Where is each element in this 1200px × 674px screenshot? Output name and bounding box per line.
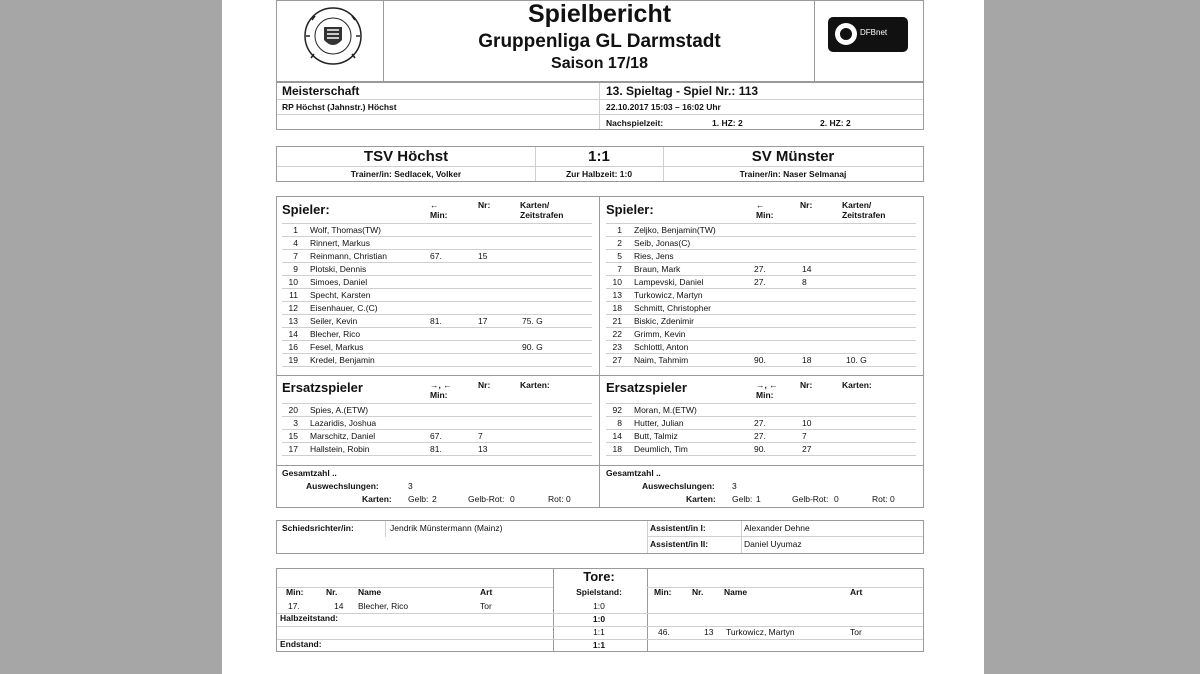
- goals-heading: Tore:: [583, 569, 615, 584]
- player-name: Naim, Tahmim: [634, 355, 689, 365]
- referee-name: Jendrik Münstermann (Mainz): [390, 523, 503, 533]
- ar2-name: Daniel Uyumaz: [744, 539, 802, 549]
- player-number: 7: [293, 251, 298, 261]
- away-red-label: Rot:: [872, 494, 888, 504]
- home-player-row: [276, 237, 596, 250]
- player-name: Grimm, Kevin: [634, 329, 686, 339]
- player-name: Zeljko, Benjamin(TW): [634, 225, 716, 235]
- home-goal-name-header: Name: [358, 587, 382, 597]
- away-subs-count-label: Auswechslungen:: [642, 481, 715, 491]
- matchday-label: 13. Spieltag - Spiel Nr.: 113: [606, 84, 759, 98]
- player-name: Hutter, Julian: [634, 418, 684, 428]
- away-player-row: [600, 237, 920, 250]
- home-nr-header: Nr:: [478, 200, 491, 210]
- home-subs-count: 3: [408, 481, 413, 491]
- away-sub-row: [600, 417, 920, 430]
- player-nr: 27: [802, 444, 812, 454]
- running-score-3: 1:1: [593, 627, 605, 637]
- home-player-row: [276, 263, 596, 276]
- away-total-label: Gesamtzahl ..: [606, 468, 661, 478]
- home-red-label: Rot:: [548, 494, 564, 504]
- player-number: 4: [293, 238, 298, 248]
- home-goal-min: 17.: [288, 601, 300, 611]
- player-name: Reinmann, Christian: [310, 251, 388, 261]
- player-number: 21: [612, 316, 622, 326]
- extra-time-h1: 1. HZ: 2: [712, 118, 743, 128]
- player-min: 27.: [754, 418, 766, 428]
- away-players-heading: Spieler:: [606, 202, 654, 217]
- home-sub-min-header: →, ← Min:: [430, 380, 452, 400]
- player-name: Specht, Karsten: [310, 290, 371, 300]
- player-min: 90.: [754, 444, 766, 454]
- home-total-label: Gesamtzahl ..: [282, 468, 337, 478]
- away-subs-heading: Ersatzspieler: [606, 380, 687, 395]
- away-player-row: [600, 302, 920, 315]
- player-number: 20: [288, 405, 298, 415]
- player-min: 90.: [754, 355, 766, 365]
- player-number: 11: [289, 290, 298, 300]
- home-yellowred-label: Gelb-Rot:: [468, 494, 505, 504]
- player-nr: 7: [478, 431, 483, 441]
- player-name: Butt, Talmiz: [634, 431, 678, 441]
- home-player-row: [276, 315, 596, 328]
- score-progress-label: Spielstand:: [576, 587, 622, 597]
- home-yellowred-count: 0: [510, 494, 515, 504]
- extra-time-h2: 2. HZ: 2: [820, 118, 851, 128]
- home-player-row: [276, 354, 596, 367]
- final-score: 1:1: [588, 148, 610, 165]
- home-player-row: [276, 302, 596, 315]
- player-name: Hallstein, Robin: [310, 444, 370, 454]
- player-name: Lampevski, Daniel: [634, 277, 704, 287]
- player-name: Kredel, Benjamin: [310, 355, 375, 365]
- player-number: 3: [293, 418, 298, 428]
- home-player-row: [276, 224, 596, 237]
- home-sub-row: [276, 404, 596, 417]
- player-number: 27: [612, 355, 622, 365]
- home-player-row: [276, 250, 596, 263]
- player-name: Schlottl, Anton: [634, 342, 689, 352]
- player-name: Braun, Mark: [634, 264, 681, 274]
- home-player-row: [276, 341, 596, 354]
- player-number: 14: [288, 329, 298, 339]
- player-name: Ries, Jens: [634, 251, 674, 261]
- home-sub-row: [276, 443, 596, 456]
- home-subs-heading: Ersatzspieler: [282, 380, 363, 395]
- player-min: 67.: [430, 251, 442, 261]
- away-player-row: [600, 315, 920, 328]
- home-players-heading: Spieler:: [282, 202, 330, 217]
- player-name: Seib, Jonas(C): [634, 238, 691, 248]
- player-number: 5: [617, 251, 622, 261]
- player-name: Spies, A.(ETW): [310, 405, 369, 415]
- home-sub-nr-header: Nr:: [478, 380, 491, 390]
- player-number: 13: [288, 316, 298, 326]
- away-sub-cards-header: Karten:: [842, 380, 872, 390]
- away-player-row: [600, 289, 920, 302]
- away-goal-min: 46.: [658, 627, 670, 637]
- player-min: 81.: [430, 444, 442, 454]
- away-goal-nr-header: Nr.: [692, 587, 704, 597]
- player-nr: 7: [802, 431, 807, 441]
- home-goal-name: Blecher, Rico: [358, 601, 409, 611]
- competition-label: Meisterschaft: [282, 84, 360, 98]
- ar2-label: Assistent/in II:: [650, 539, 709, 549]
- away-player-row: [600, 276, 920, 289]
- player-card: 10. G: [846, 355, 867, 365]
- player-number: 13: [612, 290, 622, 300]
- dfb-emblem-icon: [835, 23, 857, 45]
- player-number: 23: [612, 342, 622, 352]
- away-cards-label: Karten:: [686, 494, 716, 504]
- player-number: 92: [612, 405, 622, 415]
- player-name: Blecher, Rico: [310, 329, 361, 339]
- halftime-score-label: Halbzeitstand:: [280, 613, 339, 623]
- player-name: Wolf, Thomas(TW): [310, 225, 381, 235]
- home-player-row: [276, 276, 596, 289]
- home-team: TSV Höchst: [363, 148, 449, 165]
- away-nr-header: Nr:: [800, 200, 813, 210]
- home-yellow-count: 2: [432, 494, 437, 504]
- player-number: 7: [617, 264, 622, 274]
- player-name: Deumlich, Tim: [634, 444, 688, 454]
- player-number: 16: [288, 342, 298, 352]
- player-nr: 10: [802, 418, 812, 428]
- player-min: 27.: [754, 431, 766, 441]
- away-yellow-label: Gelb:: [732, 494, 753, 504]
- player-nr: 14: [802, 264, 812, 274]
- away-subs-count: 3: [732, 481, 737, 491]
- player-card: 90. G: [522, 342, 543, 352]
- player-number: 12: [288, 303, 298, 313]
- season-title: Saison 17/18: [551, 55, 648, 72]
- player-number: 14: [612, 431, 622, 441]
- away-player-row: [600, 341, 920, 354]
- player-name: Simoes, Daniel: [310, 277, 368, 287]
- player-number: 18: [612, 444, 622, 454]
- away-player-row: [600, 263, 920, 276]
- home-red-count: 0: [566, 494, 571, 504]
- player-number: 10: [288, 277, 298, 287]
- report-title: Spielbericht: [527, 0, 672, 28]
- home-cards-header: Karten/ Zeitstrafen: [520, 200, 564, 220]
- away-goal-name-header: Name: [724, 587, 748, 597]
- player-nr: 15: [478, 251, 488, 261]
- home-goal-nr: 14: [334, 601, 344, 611]
- away-goal-art-header: Art: [850, 587, 863, 597]
- ar1-label: Assistent/in I:: [650, 523, 706, 533]
- player-number: 22: [612, 329, 622, 339]
- away-sub-row: [600, 430, 920, 443]
- ar1-name: Alexander Dehne: [744, 523, 810, 533]
- final-score-label: Endstand:: [280, 639, 322, 649]
- player-number: 17: [288, 444, 298, 454]
- away-team: SV Münster: [751, 148, 835, 165]
- away-player-row: [600, 224, 920, 237]
- away-sub-min-header: →, ← Min:: [756, 380, 778, 400]
- referee-label: Schiedsrichter/in:: [282, 523, 354, 533]
- away-sub-row: [600, 404, 920, 417]
- player-min: 27.: [754, 264, 766, 274]
- dfbnet-logo-text: DFBnet: [860, 28, 888, 37]
- away-player-row: [600, 250, 920, 263]
- home-goal-art-header: Art: [480, 587, 493, 597]
- player-name: Lazaridis, Joshua: [310, 418, 377, 428]
- player-number: 10: [612, 277, 622, 287]
- home-player-row: [276, 328, 596, 341]
- player-name: Biskic, Zdenimir: [634, 316, 694, 326]
- player-min: 27.: [754, 277, 766, 287]
- player-name: Rinnert, Markus: [310, 238, 370, 248]
- away-yellowred-label: Gelb-Rot:: [792, 494, 829, 504]
- player-number: 15: [288, 431, 298, 441]
- player-number: 1: [617, 225, 622, 235]
- player-number: 19: [288, 355, 298, 365]
- player-nr: 8: [802, 277, 807, 287]
- player-name: Plotski, Dennis: [310, 264, 367, 274]
- home-goal-nr-header: Nr.: [326, 587, 338, 597]
- home-cards-label: Karten:: [362, 494, 392, 504]
- venue-label: RP Höchst (Jahnstr.) Höchst: [282, 102, 397, 112]
- league-title: Gruppenliga GL Darmstadt: [478, 31, 721, 52]
- player-name: Schmitt, Christopher: [634, 303, 711, 313]
- datetime-label: 22.10.2017 15:03 – 16:02 Uhr: [606, 102, 721, 112]
- player-number: 9: [293, 264, 298, 274]
- halftime-score: Zur Halbzeit: 1:0: [565, 169, 633, 179]
- player-number: 8: [617, 418, 622, 428]
- dfbnet-logo: [828, 17, 908, 52]
- running-score-4: 1:1: [592, 640, 606, 650]
- hfv-logo: [302, 0, 364, 76]
- home-goal-min-header: Min:: [286, 587, 304, 597]
- home-sub-row: [276, 430, 596, 443]
- away-yellow-count: 1: [756, 494, 761, 504]
- running-score-2: 1:0: [592, 614, 606, 624]
- match-report-page: [222, 0, 984, 674]
- player-number: 1: [293, 225, 298, 235]
- player-nr: 13: [478, 444, 488, 454]
- away-yellowred-count: 0: [834, 494, 839, 504]
- player-name: Moran, M.(ETW): [634, 405, 697, 415]
- home-sub-row: [276, 417, 596, 430]
- player-number: 18: [612, 303, 622, 313]
- extra-time-label: Nachspielzeit:: [606, 118, 664, 128]
- away-cards-header: Karten/ Zeitstrafen: [842, 200, 886, 220]
- home-min-header: ← Min:: [430, 200, 448, 220]
- home-sub-cards-header: Karten:: [520, 380, 550, 390]
- player-number: 2: [617, 238, 622, 248]
- player-name: Marschitz, Daniel: [310, 431, 376, 441]
- away-red-count: 0: [890, 494, 895, 504]
- officials-box: [276, 520, 924, 554]
- home-subs-count-label: Auswechslungen:: [306, 481, 379, 491]
- away-goal-min-header: Min:: [654, 587, 672, 597]
- away-sub-row: [600, 443, 920, 456]
- home-player-row: [276, 289, 596, 302]
- away-min-header: ← Min:: [756, 200, 774, 220]
- away-player-row: [600, 354, 920, 367]
- away-goal-nr: 13: [704, 627, 714, 637]
- player-nr: 18: [802, 355, 812, 365]
- player-name: Turkowicz, Martyn: [634, 290, 703, 300]
- running-score-1: 1:0: [593, 601, 605, 611]
- player-min: 81.: [430, 316, 442, 326]
- player-min: 67.: [430, 431, 442, 441]
- player-card: 75. G: [522, 316, 543, 326]
- away-player-row: [600, 328, 920, 341]
- player-name: Eisenhauer, C.(C): [310, 303, 378, 313]
- away-sub-nr-header: Nr:: [800, 380, 813, 390]
- player-name: Fesel, Markus: [310, 342, 364, 352]
- home-yellow-label: Gelb:: [408, 494, 429, 504]
- away-goal-name: Turkowicz, Martyn: [726, 627, 795, 637]
- player-name: Seiler, Kevin: [310, 316, 358, 326]
- player-nr: 17: [478, 316, 488, 326]
- away-goal-art: Tor: [850, 627, 862, 637]
- home-coach: Trainer/in: Sedlacek, Volker: [350, 169, 462, 179]
- home-goal-art: Tor: [480, 601, 492, 611]
- away-coach: Trainer/in: Naser Selmanaj: [739, 169, 847, 179]
